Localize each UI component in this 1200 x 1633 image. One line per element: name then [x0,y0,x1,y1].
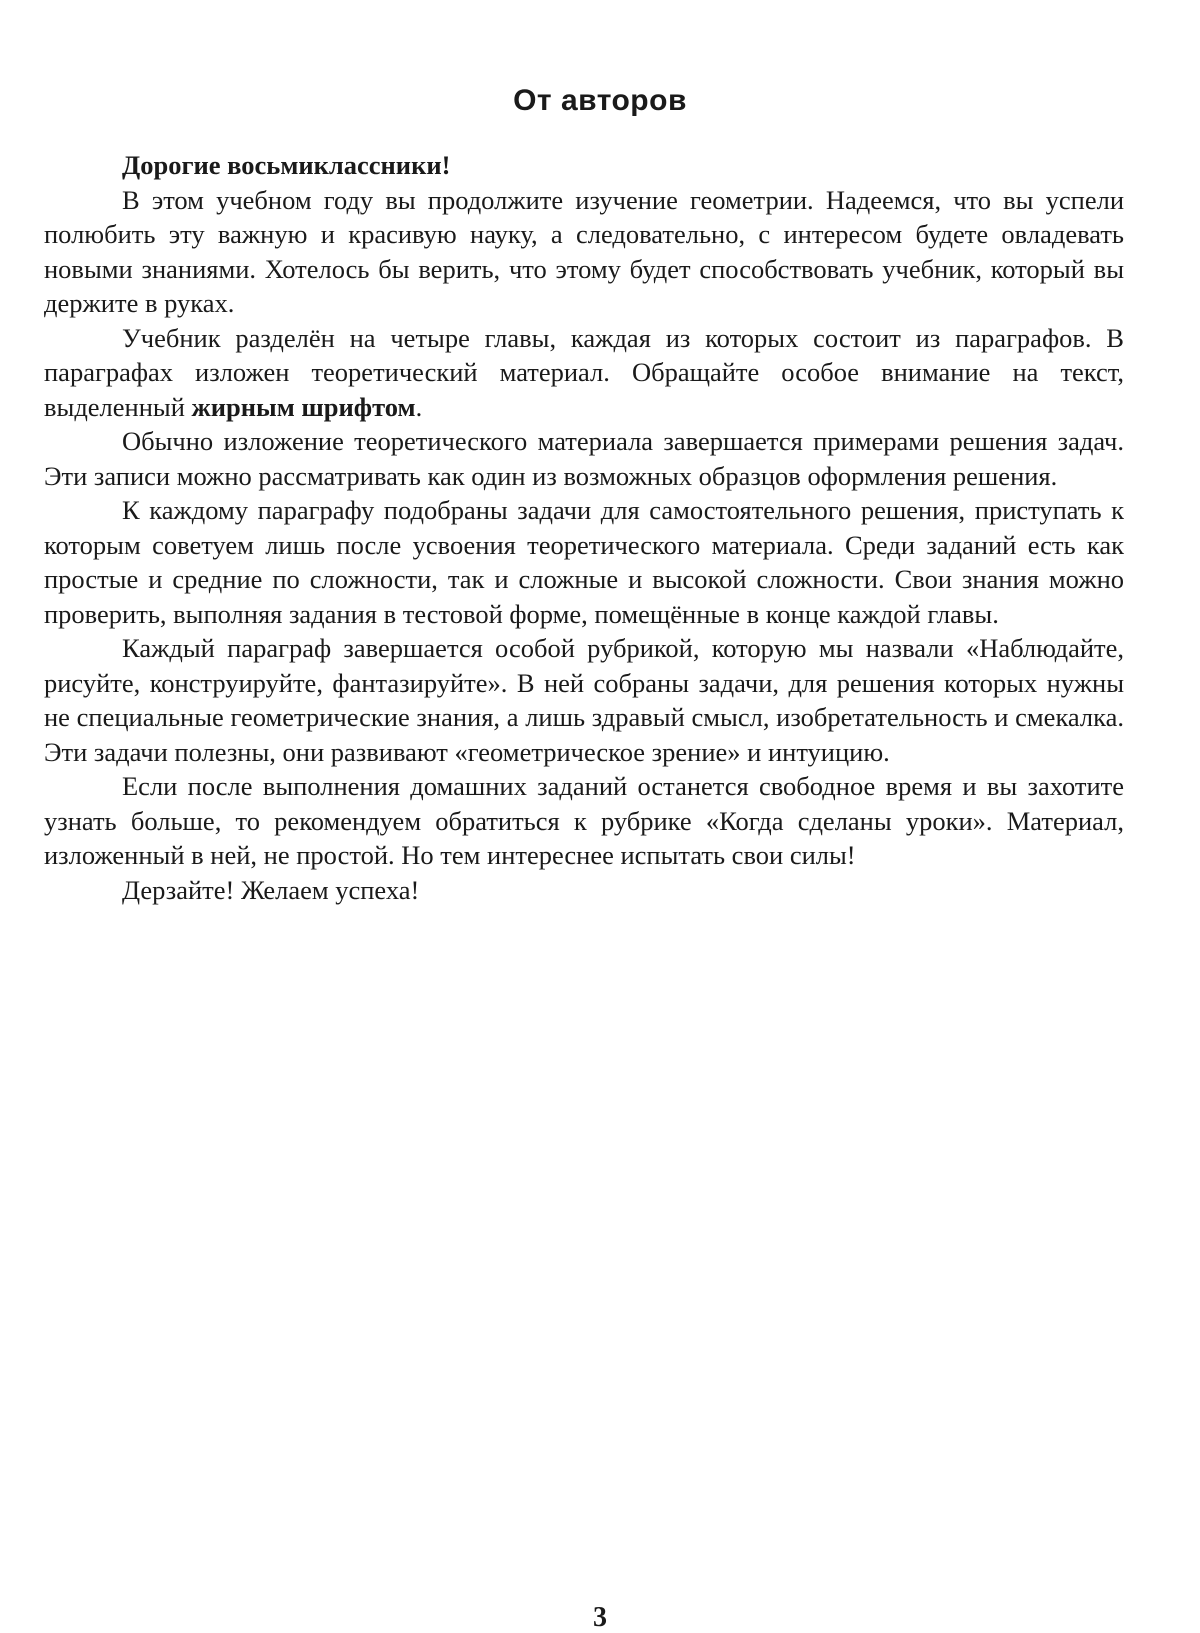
paragraph-structure-text: Учебник разделён на четыре главы, каждая из которых состоит из параграфов. В параграфах изложен теоретический материал. Обращайте особое внимание на текст, выделенный [44,322,1124,422]
paragraph-rubric: Каждый параграф завершается особой рубрикой, которую мы назвали «Наблюдайте, рисуйте, конструируйте, фантазируйте». В ней собраны задачи, для решения которых нужны не специальные геометрические знания, а лишь здравый смысл, изобретательность и смекалка. Эти задачи полезны, они развивают «геометрическое зрение» и интуицию. [44,633,1124,767]
text-body [44,148,1124,907]
paragraph-intro: В этом учебном году вы продолжите изучение геометрии. Надеемся, что вы успели полюбить эту важную и красивую науку, а следовательно, с интересом будете овладевать новыми знаниями. Хотелось бы верить, что этому будет способствовать учебник, который вы держите в руках. [44,184,1124,318]
paragraph-extra: Если после выполнения домашних заданий останется свободное время и вы захотите узнать больше, то рекомендуем обратиться к рубрике «Когда сделаны уроки». Материал, изложенный в ней, не простой. Но тем интереснее испытать свои силы! [44,771,1124,870]
page-number: 3 [593,1602,607,1633]
page-title: От авторов [513,84,687,117]
paragraph-structure [44,321,1124,425]
paragraph-closing: Дерзайте! Желаем успеха! [122,874,420,905]
paragraph-structure-end: . [415,391,423,422]
paragraph-tasks: К каждому параграфу подобраны задачи для самостоятельного решения, приступать к которым советуем лишь после усвоения теоретического материала. Среди заданий есть как простые и средние по сложности, так и сложные и высокой сложности. Свои знания можно проверить, выполняя задания в тестовой форме, помещённые в конце каждой главы. [44,495,1124,629]
paragraph-examples: Обычно изложение теоретического материала завершается примерами решения задач. Эти записи можно рассматривать как один из возможных образцов оформления решения. [44,426,1124,491]
salutation: Дорогие восьмиклассники! [122,150,451,180]
bold-emphasis: жирным шрифтом [191,391,416,422]
